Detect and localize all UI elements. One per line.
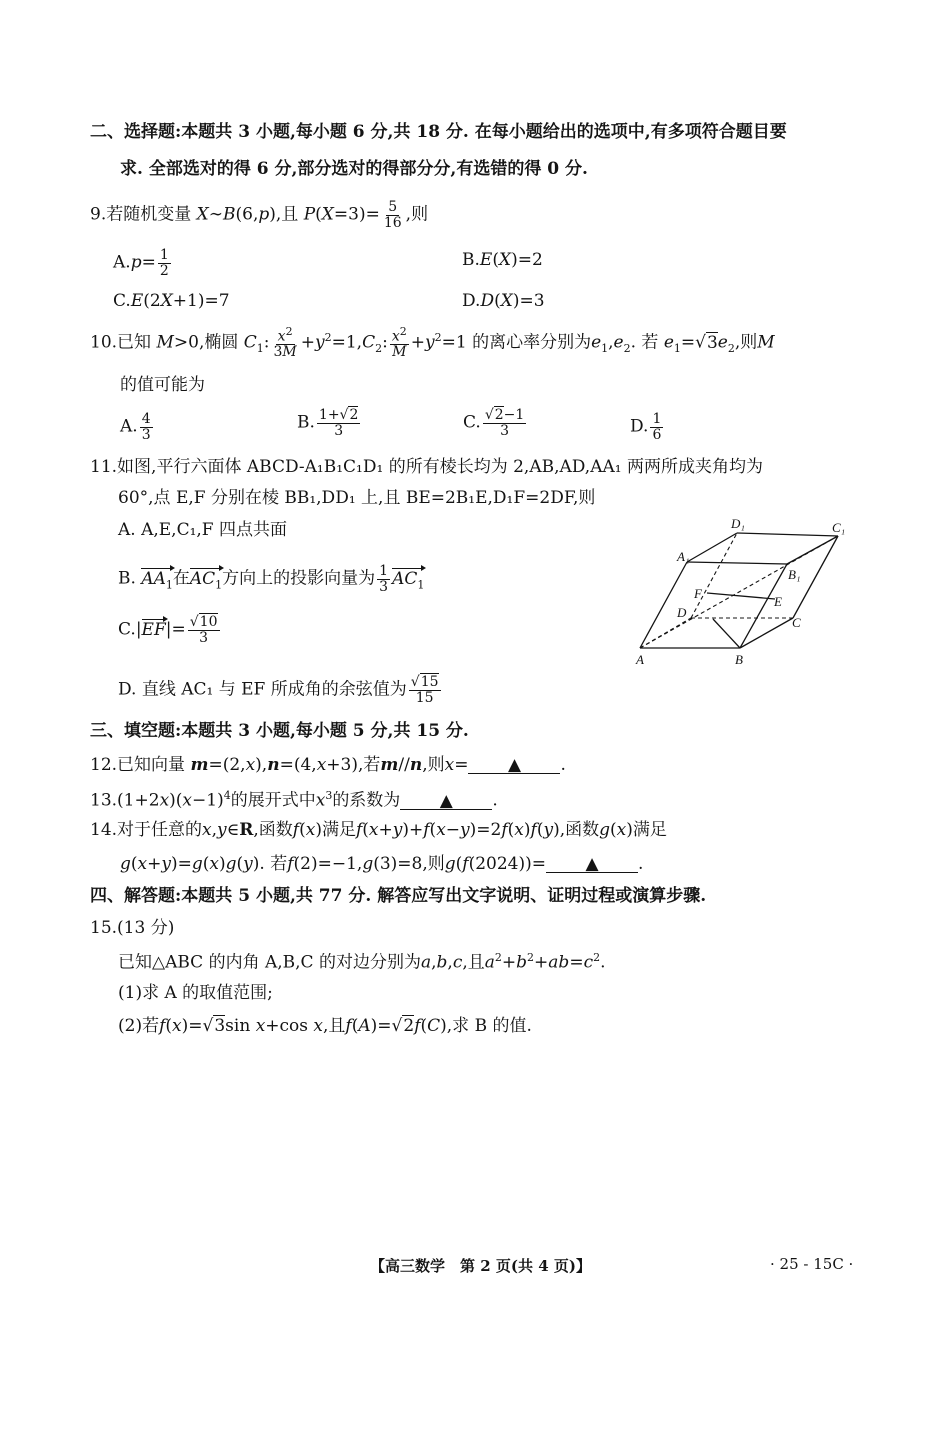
q10-option-a: A. $\frac{4}{3}$ xyxy=(120,411,151,443)
q14-stem-b: ,函数 xyxy=(253,820,293,840)
q10-line2: 的值可能为 xyxy=(120,375,205,395)
q10-option-b: B. $\frac{1+√2}{3}$ xyxy=(297,407,359,439)
q14-line1: 14.对于任意的x,y∈R,函数f(x)满足f(x+y)+f(x−y)=2f(x)f(y),函数g(x)满足 xyxy=(90,820,667,840)
label-b: B xyxy=(735,652,743,667)
label-b1: B₁ xyxy=(788,567,801,582)
q14-number: 14. xyxy=(90,820,118,840)
q14-line2-b: . 若 xyxy=(259,854,288,874)
label-c1: C₁ xyxy=(832,520,846,535)
q9-option-d: D.D(X)=3 xyxy=(462,291,545,311)
q11-number: 11. xyxy=(90,457,118,477)
q12-stem: 12.已知向量 m=(2,x),n=(4,x+3),若m//n,则x= ▲ . xyxy=(90,755,566,775)
q9-option-c-label: C. xyxy=(113,291,131,311)
q10-option-b-label: B. xyxy=(297,412,315,433)
q13-answer-blank[interactable]: ▲ xyxy=(400,793,492,810)
q15-stem-b: ,且 xyxy=(462,952,485,973)
q14-stem-c: 满足 xyxy=(321,820,356,840)
q11-line1 xyxy=(90,459,763,476)
q9-stem-c: ,则 xyxy=(405,204,429,225)
edge-d1-c1 xyxy=(737,533,838,536)
label-d: D xyxy=(677,605,687,620)
q13-stem-a: 的展开式中 xyxy=(230,790,316,811)
q11-option-b-text1: 在 xyxy=(172,568,190,589)
q12-number: 12. xyxy=(90,755,118,775)
q10-stem: 10.已知 M>0,椭圆 $C_1$: $\frac{x^2}{3M}$ $+y^2=1,C_2$: $\frac{x^2}{M}$ $+y^2=1$ 的离心率分别为$e_1,e_2$. 若 $e_1=√3e_2$,则M xyxy=(90,325,775,361)
q14-line2: g(x+y)=g(x)g(y). 若f(2)=−1,g(3)=8,则g(f(2024))= ▲ . xyxy=(120,854,644,874)
q15-part2-b: ,且 xyxy=(323,1016,346,1036)
segment-d-b xyxy=(713,619,740,648)
q14-stem-d: ,函数 xyxy=(559,820,600,840)
q15-stem-a: 已知△ABC 的内角 A,B,C 的对边分别为 xyxy=(118,952,421,973)
section3-heading: 三、填空题:本题共 3 小题,每小题 5 分,共 15 分. xyxy=(90,721,469,741)
q13-stem: $13.(1+2x)(x-1)^4$的展开式中$x^3$的系数为 ▲ . xyxy=(90,789,498,811)
section2-heading-line2: 求. 全部选对的得 6 分,部分选对的得部分分,有选错的得 0 分. xyxy=(120,159,588,179)
q14-answer-blank[interactable]: ▲ xyxy=(546,856,638,873)
section2-heading-line1: 二、选择题:本题共 3 小题,每小题 6 分,共 18 分. 在每小题给出的选项中,有多项符合题目要 xyxy=(90,122,787,142)
q12-answer-blank[interactable]: ▲ xyxy=(468,757,560,774)
q10-option-a-label: A. xyxy=(120,416,138,437)
q9-stem-b: ,且 xyxy=(275,204,299,225)
label-d1: D₁ xyxy=(731,516,745,531)
q9-option-b: B.E(X)=2 xyxy=(462,250,543,270)
q14-line2-c: ,则 xyxy=(422,854,445,874)
q10-stem-d: . 若 xyxy=(630,332,659,353)
q11-option-a: A. A,E,C₁,F 四点共面 xyxy=(118,520,288,540)
q10-option-d-label: D. xyxy=(630,416,649,437)
q10-number: 10. xyxy=(90,332,118,353)
parallelepiped-figure xyxy=(625,515,865,670)
q15-stem: 已知△ABC 的内角 A,B,C 的对边分别为a,b,c,且$a^2+b^2+ab=c^2$. xyxy=(118,951,606,973)
label-f: F xyxy=(694,586,702,601)
q10-stem-c: 的离心率分别为 xyxy=(472,332,592,353)
q9-option-c: C.E(2X+1)=7 xyxy=(113,291,230,311)
q11-line2: 60°,点 E,F 分别在棱 BB₁,DD₁ 上,且 BE=2B₁E,D₁F=2DF,则 xyxy=(118,488,596,508)
q15-part2-a: (2)若 xyxy=(118,1016,160,1036)
label-a1: A₁ xyxy=(677,549,690,564)
q11-line1-text: 如图,平行六面体 ABCD-A₁B₁C₁D₁ 的所有棱长均为 2,AB,AD,AA₁ 两两所成夹角均为 xyxy=(117,457,763,477)
q12-stem-c: ,则 xyxy=(422,755,445,775)
q11-option-d-text: D. 直线 AC₁ 与 EF 所成角的余弦值为 xyxy=(118,679,407,700)
section4-heading: 四、解答题:本题共 5 小题,共 77 分. 解答应写出文字说明、证明过程或演算步骤. xyxy=(90,886,707,906)
q10-stem-e: ,则 xyxy=(734,332,758,353)
q9-option-a: A.p= $\frac{1}{2}$ xyxy=(113,247,169,279)
page-footer-code: · 25 - 15C · xyxy=(770,1255,854,1273)
q13-stem-b: 的系数为 xyxy=(332,790,401,811)
q11-option-d: D. 直线 AC₁ 与 EF 所成角的余弦值为 $\frac{√15}{15}$ xyxy=(118,674,439,706)
page-footer-center: 【高三数学 第 2 页(共 4 页)】 xyxy=(370,1257,591,1275)
q9-option-b-label: B. xyxy=(462,250,480,270)
q11-option-b-label: B. xyxy=(118,568,136,589)
q10-stem-b: ,椭圆 xyxy=(198,332,239,353)
q15-score: (13 分) xyxy=(117,918,175,938)
q15-number: 15. xyxy=(90,918,118,938)
q15-part2: (2)若f(x)=√3sin x+cos x,且f(A)=√2f(C),求 B 的值. xyxy=(118,1016,532,1036)
q12-stem-a: 已知向量 xyxy=(117,755,186,775)
q9-option-d-label: D. xyxy=(462,291,481,311)
q9-number: 9. xyxy=(90,204,107,225)
edge-a1-b1 xyxy=(687,562,787,564)
q10-stem-a: 已知 xyxy=(117,332,152,353)
q9-option-a-label: A. xyxy=(113,252,131,273)
q15-header xyxy=(90,920,174,937)
q12-stem-b: ,若 xyxy=(357,755,381,775)
q9-stem: 9.若随机变量 X∼B(6,p),且 P(X=3)= $\frac{5}{16}$ ,则 xyxy=(90,199,429,231)
q11-option-b-text2: 方向上的投影向量为 xyxy=(222,568,376,589)
q10-option-c-label: C. xyxy=(463,412,481,433)
q13-number: 13. xyxy=(90,790,118,811)
q11-option-c-label: C. xyxy=(118,619,136,640)
q9-stem-a: 若随机变量 xyxy=(106,204,192,225)
q14-stem-a: 对于任意的 xyxy=(117,820,203,840)
q14-stem-e: 满足 xyxy=(632,820,667,840)
q10-option-c: C. $\frac{√2-1}{3}$ xyxy=(463,407,525,439)
q15-part1: (1)求 A 的取值范围; xyxy=(118,983,273,1003)
label-c: C xyxy=(792,615,801,630)
q15-part2-c: ,求 B 的值. xyxy=(446,1016,532,1036)
q11-option-b: B. $AA_1$在$AC_1$方向上的投影向量为 $\frac{1}{3}$ $AC_1$ xyxy=(118,563,425,595)
q11-option-c: C.|EF|= $\frac{√10}{3}$ xyxy=(118,614,218,646)
segment-f-e xyxy=(707,593,775,599)
label-e: E xyxy=(774,594,782,609)
q10-option-d: D. $\frac{1}{6}$ xyxy=(630,411,662,443)
label-a: A xyxy=(636,652,644,667)
